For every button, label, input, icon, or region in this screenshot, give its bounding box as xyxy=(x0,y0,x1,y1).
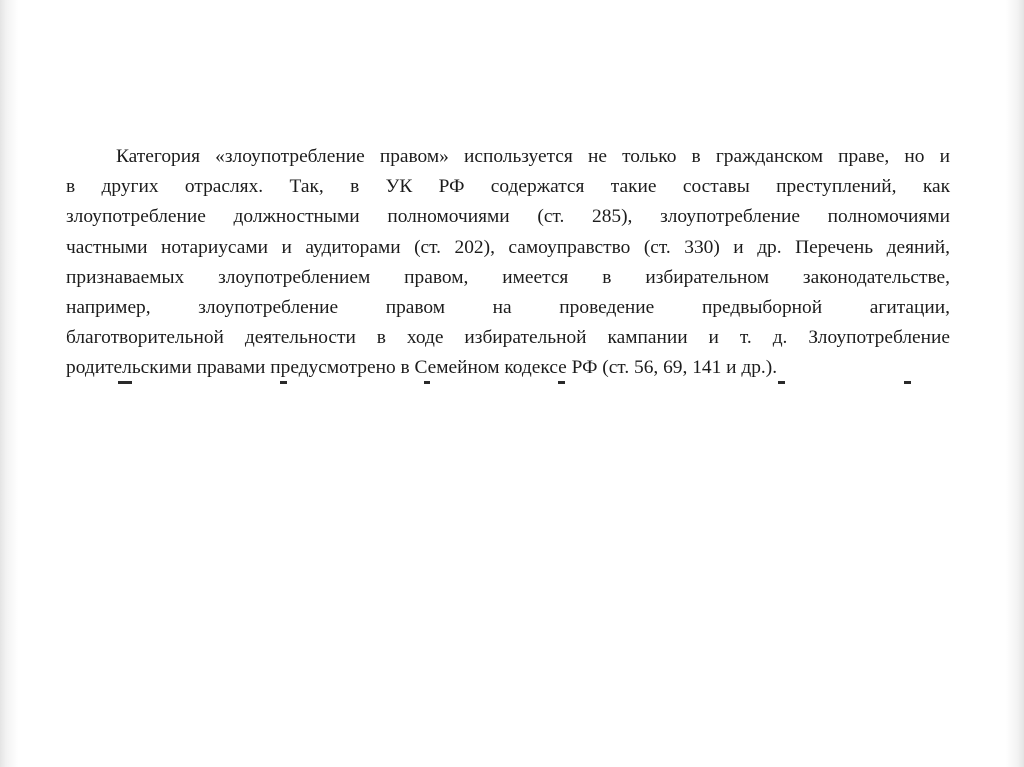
paragraph-line: благотворительной деятельности в ходе избирательной кампании и т. д. Злоупотребление xyxy=(66,327,950,349)
paragraph-line: родительскими правами предусмотрено в Семейном кодексе РФ (ст. 56, 69, 141 и др.). xyxy=(66,357,778,379)
paragraph-line: признаваемых злоупотреблением правом, имеется в избирательном законодательстве, xyxy=(66,266,950,288)
paragraph-line: в других отраслях. Так, в УК РФ содержатся такие составы преступлений, как xyxy=(66,176,950,198)
cropped-glyph-fragment xyxy=(558,381,565,384)
cropped-glyph-fragment xyxy=(904,381,911,384)
paragraph-line: злоупотребление должностными полномочиями (ст. 285), злоупотребление полномочиями xyxy=(66,206,950,228)
cropped-glyph-fragment xyxy=(778,381,785,384)
paragraph-line: Категория «злоупотребление правом» используется не только в гражданском праве, но и xyxy=(116,146,950,167)
cropped-glyph-fragment xyxy=(424,381,430,384)
cropped-glyph-fragment xyxy=(118,381,132,384)
cropped-glyph-fragment xyxy=(280,381,287,384)
page-shadow-left xyxy=(0,0,18,767)
page-shadow-right xyxy=(1006,0,1024,767)
document-paragraph xyxy=(66,142,950,384)
cropped-next-line xyxy=(66,368,950,388)
paragraph-line: частными нотариусами и аудиторами (ст. 202), самоуправство (ст. 330) и др. Перечень деяний, xyxy=(66,236,950,258)
paragraph-line: например, злоупотребление правом на проведение предвыборной агитации, xyxy=(66,296,950,318)
